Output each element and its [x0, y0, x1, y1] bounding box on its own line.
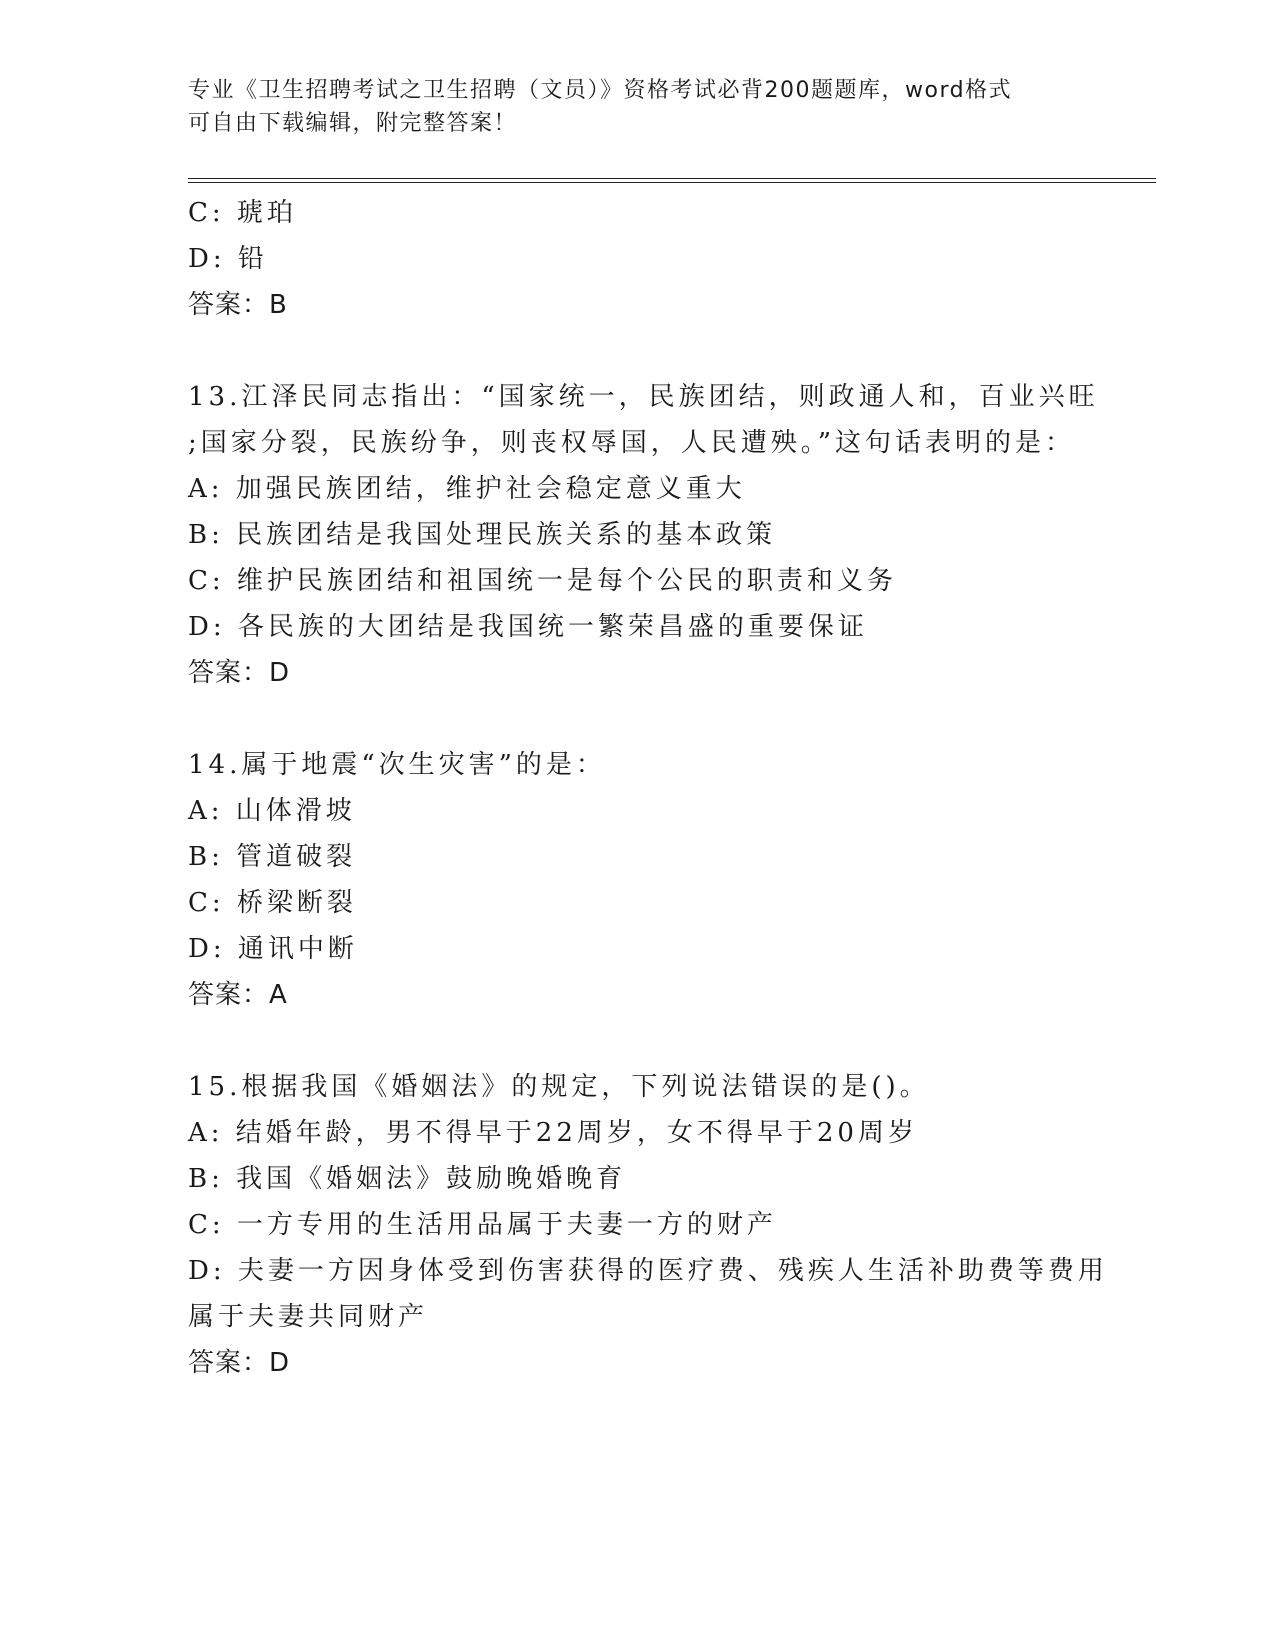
option-d: D: 各民族的大团结是我国统一繁荣昌盛的重要保证 [188, 612, 868, 642]
spacer [188, 1018, 1088, 1064]
answer-line: 答案：D [188, 1348, 291, 1378]
question-15 [188, 1064, 1108, 1386]
header-divider [188, 178, 1156, 183]
option-c: C: 桥梁断裂 [188, 888, 357, 918]
header-title-line-2: 可自由下载编辑，附完整答案！ [188, 111, 518, 136]
answer-line: 答案：B [188, 290, 288, 320]
option-a: A: 结婚年龄，男不得早于22周岁，女不得早于20周岁 [188, 1118, 918, 1148]
spacer [188, 328, 1088, 374]
question-stem: 13.江泽民同志指出：“国家统一，民族团结，则政通人和，百业兴旺 [188, 382, 1099, 412]
option-a: A: 加强民族团结，维护社会稳定意义重大 [188, 474, 746, 504]
option-b: B: 我国《婚姻法》鼓励晚婚晚育 [188, 1164, 627, 1194]
option-b: B: 管道破裂 [188, 842, 357, 872]
document-header [188, 74, 1088, 140]
option-d: D: 铅 [188, 244, 268, 274]
question-13 [188, 374, 1099, 696]
answer-line: 答案：A [188, 980, 288, 1010]
option-a: A: 山体滑坡 [188, 796, 356, 826]
option-c: C: 琥珀 [188, 198, 297, 228]
question-14 [188, 742, 1088, 1018]
document-body [188, 190, 1108, 1386]
option-b: B: 民族团结是我国处理民族关系的基本政策 [188, 520, 777, 550]
question-stem: ;国家分裂，民族纷争，则丧权辱国，人民遭殃。”这句话表明的是： [188, 428, 1076, 458]
question-stem: 15.根据我国《婚姻法》的规定，下列说法错误的是()。 [188, 1072, 930, 1102]
option-d: D: 通讯中断 [188, 934, 358, 964]
spacer [188, 696, 1088, 742]
header-title-line-1: 专业《卫生招聘考试之卫生招聘（文员）》资格考试必背200题题库，word格式 [188, 78, 1013, 103]
option-d: D: 夫妻一方因身体受到伤害获得的医疗费、残疾人生活补助费等费用 [188, 1256, 1108, 1286]
answer-line: 答案：D [188, 658, 291, 688]
option-d-continued: 属于夫妻共同财产 [188, 1302, 429, 1332]
question-12-continuation [188, 190, 1088, 328]
question-stem: 14.属于地震“次生灾害”的是： [188, 750, 606, 780]
option-c: C: 一方专用的生活用品属于夫妻一方的财产 [188, 1210, 777, 1240]
option-c: C: 维护民族团结和祖国统一是每个公民的职责和义务 [188, 566, 897, 596]
